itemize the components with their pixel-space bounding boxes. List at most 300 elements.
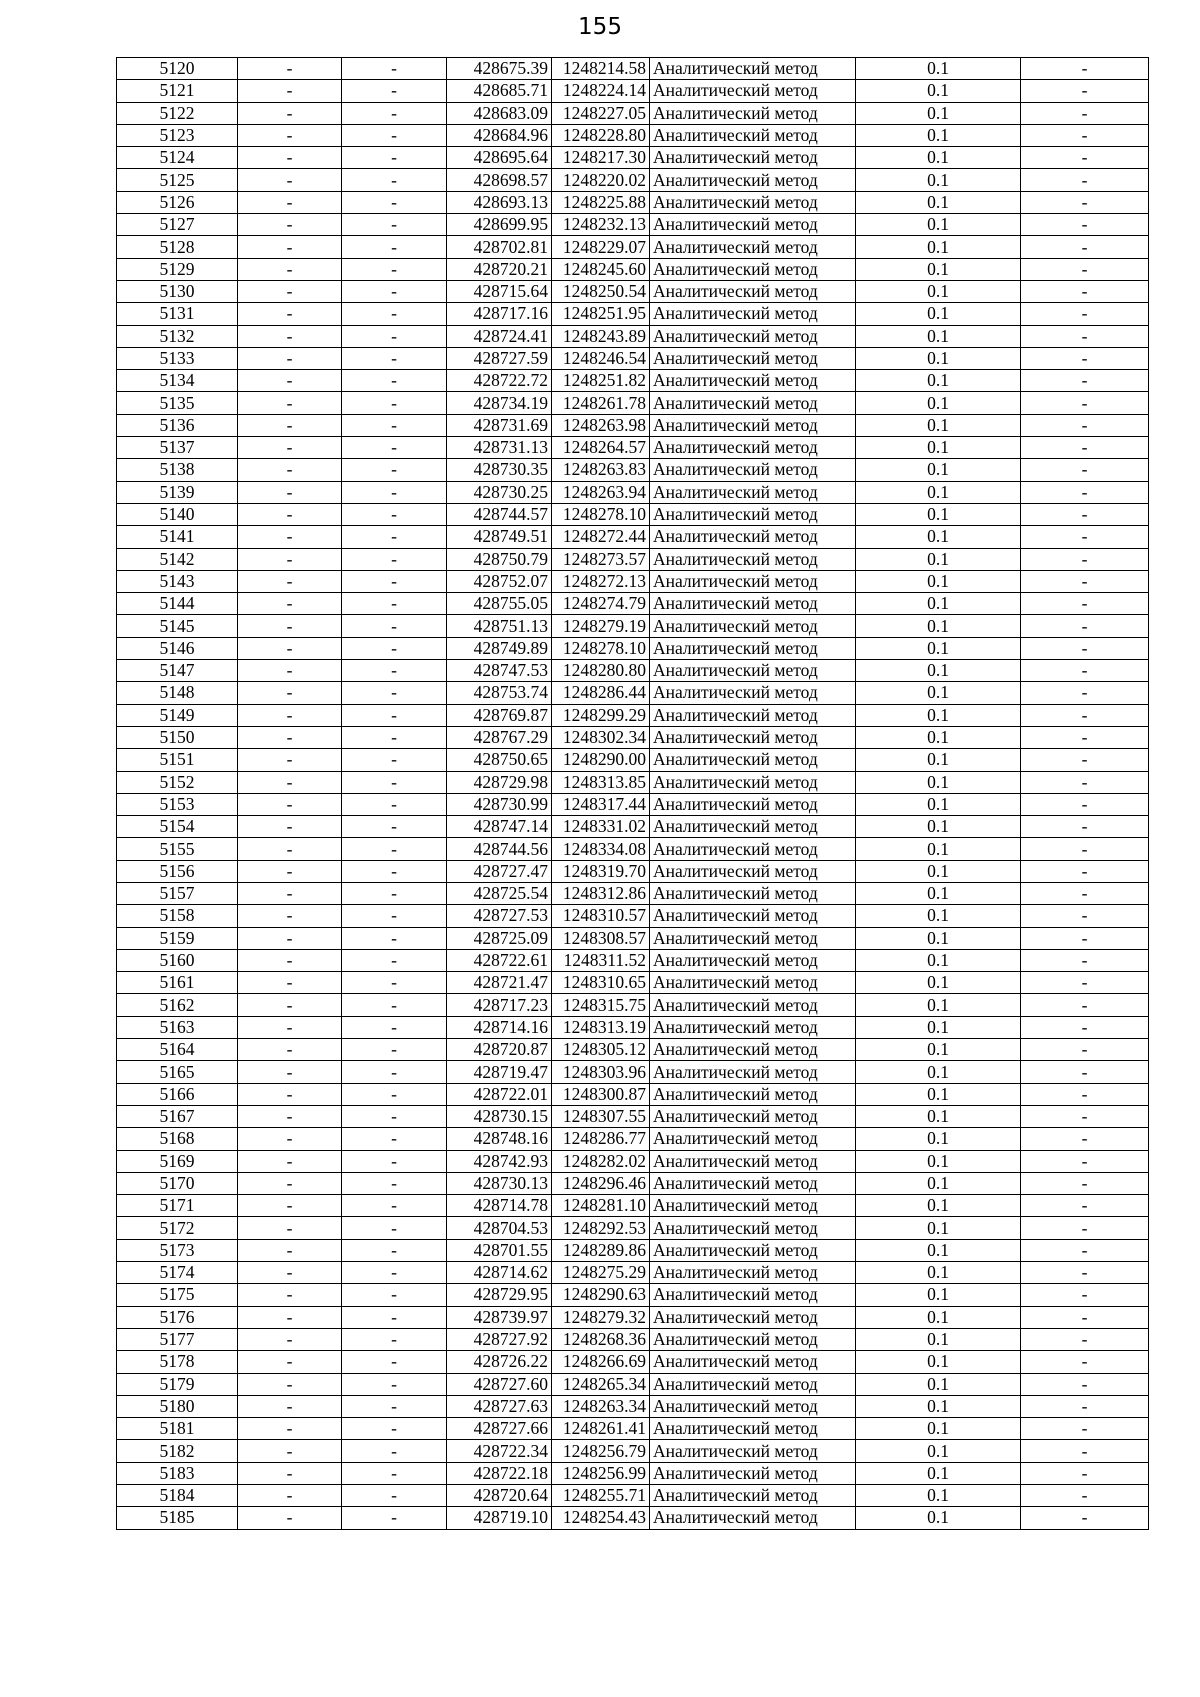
method-cell: Аналитический метод (650, 191, 856, 213)
accuracy-cell: 0.1 (856, 1217, 1021, 1239)
y-coordinate-cell: 1248246.54 (552, 347, 650, 369)
col2-cell: - (238, 1306, 342, 1328)
accuracy-cell: 0.1 (856, 726, 1021, 748)
col3-cell: - (342, 1172, 447, 1194)
coordinates-table (116, 57, 1149, 1530)
accuracy-cell: 0.1 (856, 191, 1021, 213)
accuracy-cell: 0.1 (856, 570, 1021, 592)
accuracy-cell: 0.1 (856, 972, 1021, 994)
table-row (117, 1150, 1149, 1172)
col8-cell: - (1021, 615, 1149, 637)
table-row (117, 303, 1149, 325)
x-coordinate-cell: 428714.62 (447, 1262, 552, 1284)
table-row (117, 927, 1149, 949)
accuracy-cell: 0.1 (856, 414, 1021, 436)
y-coordinate-cell: 1248261.41 (552, 1418, 650, 1440)
col3-cell: - (342, 726, 447, 748)
table-row (117, 860, 1149, 882)
point-number-cell: 5169 (117, 1150, 238, 1172)
col3-cell: - (342, 1440, 447, 1462)
col8-cell: - (1021, 503, 1149, 525)
point-number-cell: 5158 (117, 905, 238, 927)
col2-cell: - (238, 214, 342, 236)
col2-cell: - (238, 191, 342, 213)
x-coordinate-cell: 428719.47 (447, 1061, 552, 1083)
x-coordinate-cell: 428727.53 (447, 905, 552, 927)
y-coordinate-cell: 1248280.80 (552, 660, 650, 682)
col3-cell: - (342, 860, 447, 882)
method-cell: Аналитический метод (650, 1239, 856, 1261)
x-coordinate-cell: 428730.25 (447, 481, 552, 503)
x-coordinate-cell: 428714.78 (447, 1195, 552, 1217)
col2-cell: - (238, 637, 342, 659)
x-coordinate-cell: 428727.47 (447, 860, 552, 882)
col8-cell: - (1021, 682, 1149, 704)
col8-cell: - (1021, 1306, 1149, 1328)
point-number-cell: 5178 (117, 1351, 238, 1373)
y-coordinate-cell: 1248272.13 (552, 570, 650, 592)
method-cell: Аналитический метод (650, 236, 856, 258)
y-coordinate-cell: 1248225.88 (552, 191, 650, 213)
accuracy-cell: 0.1 (856, 1039, 1021, 1061)
accuracy-cell: 0.1 (856, 771, 1021, 793)
point-number-cell: 5171 (117, 1195, 238, 1217)
table-row (117, 1262, 1149, 1284)
col3-cell: - (342, 124, 447, 146)
col8-cell: - (1021, 1351, 1149, 1373)
y-coordinate-cell: 1248256.99 (552, 1462, 650, 1484)
col3-cell: - (342, 1039, 447, 1061)
point-number-cell: 5138 (117, 459, 238, 481)
x-coordinate-cell: 428729.98 (447, 771, 552, 793)
col2-cell: - (238, 860, 342, 882)
method-cell: Аналитический метод (650, 370, 856, 392)
accuracy-cell: 0.1 (856, 615, 1021, 637)
y-coordinate-cell: 1248266.69 (552, 1351, 650, 1373)
y-coordinate-cell: 1248265.34 (552, 1373, 650, 1395)
col2-cell: - (238, 1507, 342, 1529)
col3-cell: - (342, 58, 447, 80)
y-coordinate-cell: 1248255.71 (552, 1485, 650, 1507)
col3-cell: - (342, 793, 447, 815)
y-coordinate-cell: 1248286.77 (552, 1128, 650, 1150)
col8-cell: - (1021, 1418, 1149, 1440)
table-row (117, 660, 1149, 682)
y-coordinate-cell: 1248273.57 (552, 548, 650, 570)
table-row (117, 459, 1149, 481)
method-cell: Аналитический метод (650, 905, 856, 927)
method-cell: Аналитический метод (650, 838, 856, 860)
x-coordinate-cell: 428750.65 (447, 749, 552, 771)
point-number-cell: 5122 (117, 102, 238, 124)
col2-cell: - (238, 124, 342, 146)
col8-cell: - (1021, 80, 1149, 102)
x-coordinate-cell: 428767.29 (447, 726, 552, 748)
col3-cell: - (342, 258, 447, 280)
table-row (117, 325, 1149, 347)
col8-cell: - (1021, 124, 1149, 146)
accuracy-cell: 0.1 (856, 1061, 1021, 1083)
col8-cell: - (1021, 1440, 1149, 1462)
col8-cell: - (1021, 1262, 1149, 1284)
accuracy-cell: 0.1 (856, 816, 1021, 838)
accuracy-cell: 0.1 (856, 280, 1021, 302)
table-row (117, 1418, 1149, 1440)
y-coordinate-cell: 1248263.83 (552, 459, 650, 481)
method-cell: Аналитический метод (650, 682, 856, 704)
x-coordinate-cell: 428717.23 (447, 994, 552, 1016)
table-row (117, 1306, 1149, 1328)
y-coordinate-cell: 1248268.36 (552, 1328, 650, 1350)
method-cell: Аналитический метод (650, 1485, 856, 1507)
col3-cell: - (342, 102, 447, 124)
col3-cell: - (342, 927, 447, 949)
point-number-cell: 5173 (117, 1239, 238, 1261)
method-cell: Аналитический метод (650, 1262, 856, 1284)
col2-cell: - (238, 1172, 342, 1194)
col8-cell: - (1021, 414, 1149, 436)
y-coordinate-cell: 1248319.70 (552, 860, 650, 882)
point-number-cell: 5134 (117, 370, 238, 392)
accuracy-cell: 0.1 (856, 437, 1021, 459)
point-number-cell: 5161 (117, 972, 238, 994)
accuracy-cell: 0.1 (856, 927, 1021, 949)
y-coordinate-cell: 1248254.43 (552, 1507, 650, 1529)
col2-cell: - (238, 548, 342, 570)
point-number-cell: 5143 (117, 570, 238, 592)
accuracy-cell: 0.1 (856, 905, 1021, 927)
point-number-cell: 5129 (117, 258, 238, 280)
point-number-cell: 5128 (117, 236, 238, 258)
col2-cell: - (238, 1128, 342, 1150)
x-coordinate-cell: 428720.21 (447, 258, 552, 280)
col2-cell: - (238, 1418, 342, 1440)
point-number-cell: 5172 (117, 1217, 238, 1239)
accuracy-cell: 0.1 (856, 994, 1021, 1016)
col3-cell: - (342, 593, 447, 615)
accuracy-cell: 0.1 (856, 1306, 1021, 1328)
accuracy-cell: 0.1 (856, 1195, 1021, 1217)
col3-cell: - (342, 1373, 447, 1395)
col8-cell: - (1021, 169, 1149, 191)
col2-cell: - (238, 459, 342, 481)
col8-cell: - (1021, 793, 1149, 815)
method-cell: Аналитический метод (650, 526, 856, 548)
col3-cell: - (342, 280, 447, 302)
table-row (117, 1328, 1149, 1350)
col3-cell: - (342, 481, 447, 503)
col3-cell: - (342, 1351, 447, 1373)
y-coordinate-cell: 1248331.02 (552, 816, 650, 838)
table-row (117, 236, 1149, 258)
point-number-cell: 5136 (117, 414, 238, 436)
col8-cell: - (1021, 637, 1149, 659)
col8-cell: - (1021, 816, 1149, 838)
col3-cell: - (342, 682, 447, 704)
col8-cell: - (1021, 1239, 1149, 1261)
x-coordinate-cell: 428748.16 (447, 1128, 552, 1150)
col3-cell: - (342, 838, 447, 860)
x-coordinate-cell: 428685.71 (447, 80, 552, 102)
col8-cell: - (1021, 1039, 1149, 1061)
col8-cell: - (1021, 704, 1149, 726)
x-coordinate-cell: 428749.89 (447, 637, 552, 659)
table-row (117, 1395, 1149, 1417)
col3-cell: - (342, 949, 447, 971)
table-row (117, 1351, 1149, 1373)
x-coordinate-cell: 428722.34 (447, 1440, 552, 1462)
table-row (117, 816, 1149, 838)
x-coordinate-cell: 428753.74 (447, 682, 552, 704)
point-number-cell: 5181 (117, 1418, 238, 1440)
accuracy-cell: 0.1 (856, 1128, 1021, 1150)
accuracy-cell: 0.1 (856, 392, 1021, 414)
col8-cell: - (1021, 102, 1149, 124)
method-cell: Аналитический метод (650, 1395, 856, 1417)
accuracy-cell: 0.1 (856, 1395, 1021, 1417)
y-coordinate-cell: 1248305.12 (552, 1039, 650, 1061)
col2-cell: - (238, 58, 342, 80)
col3-cell: - (342, 303, 447, 325)
col8-cell: - (1021, 1284, 1149, 1306)
col8-cell: - (1021, 905, 1149, 927)
col2-cell: - (238, 1462, 342, 1484)
y-coordinate-cell: 1248220.02 (552, 169, 650, 191)
accuracy-cell: 0.1 (856, 526, 1021, 548)
col3-cell: - (342, 80, 447, 102)
col2-cell: - (238, 793, 342, 815)
col8-cell: - (1021, 236, 1149, 258)
x-coordinate-cell: 428715.64 (447, 280, 552, 302)
point-number-cell: 5156 (117, 860, 238, 882)
point-number-cell: 5179 (117, 1373, 238, 1395)
col2-cell: - (238, 882, 342, 904)
y-coordinate-cell: 1248224.14 (552, 80, 650, 102)
y-coordinate-cell: 1248313.19 (552, 1016, 650, 1038)
col2-cell: - (238, 1083, 342, 1105)
col8-cell: - (1021, 1172, 1149, 1194)
y-coordinate-cell: 1248317.44 (552, 793, 650, 815)
point-number-cell: 5140 (117, 503, 238, 525)
point-number-cell: 5126 (117, 191, 238, 213)
point-number-cell: 5133 (117, 347, 238, 369)
col2-cell: - (238, 414, 342, 436)
col8-cell: - (1021, 994, 1149, 1016)
method-cell: Аналитический метод (650, 481, 856, 503)
col2-cell: - (238, 1373, 342, 1395)
col2-cell: - (238, 325, 342, 347)
x-coordinate-cell: 428747.53 (447, 660, 552, 682)
table-row (117, 1239, 1149, 1261)
point-number-cell: 5125 (117, 169, 238, 191)
method-cell: Аналитический метод (650, 1061, 856, 1083)
table-row (117, 1083, 1149, 1105)
col3-cell: - (342, 771, 447, 793)
x-coordinate-cell: 428722.61 (447, 949, 552, 971)
col8-cell: - (1021, 437, 1149, 459)
col8-cell: - (1021, 1395, 1149, 1417)
table-row (117, 147, 1149, 169)
col2-cell: - (238, 949, 342, 971)
col8-cell: - (1021, 749, 1149, 771)
y-coordinate-cell: 1248278.10 (552, 503, 650, 525)
accuracy-cell: 0.1 (856, 236, 1021, 258)
col3-cell: - (342, 325, 447, 347)
table-row (117, 1373, 1149, 1395)
col8-cell: - (1021, 660, 1149, 682)
col3-cell: - (342, 1507, 447, 1529)
method-cell: Аналитический метод (650, 882, 856, 904)
x-coordinate-cell: 428730.99 (447, 793, 552, 815)
point-number-cell: 5124 (117, 147, 238, 169)
col3-cell: - (342, 1418, 447, 1440)
x-coordinate-cell: 428693.13 (447, 191, 552, 213)
point-number-cell: 5160 (117, 949, 238, 971)
table-row (117, 972, 1149, 994)
accuracy-cell: 0.1 (856, 1485, 1021, 1507)
table-row (117, 1462, 1149, 1484)
y-coordinate-cell: 1248292.53 (552, 1217, 650, 1239)
method-cell: Аналитический метод (650, 1172, 856, 1194)
x-coordinate-cell: 428744.57 (447, 503, 552, 525)
point-number-cell: 5154 (117, 816, 238, 838)
col2-cell: - (238, 1239, 342, 1261)
col3-cell: - (342, 1061, 447, 1083)
x-coordinate-cell: 428701.55 (447, 1239, 552, 1261)
table-row (117, 793, 1149, 815)
col8-cell: - (1021, 258, 1149, 280)
y-coordinate-cell: 1248263.98 (552, 414, 650, 436)
col3-cell: - (342, 526, 447, 548)
x-coordinate-cell: 428730.35 (447, 459, 552, 481)
accuracy-cell: 0.1 (856, 1440, 1021, 1462)
accuracy-cell: 0.1 (856, 1507, 1021, 1529)
col8-cell: - (1021, 1485, 1149, 1507)
point-number-cell: 5152 (117, 771, 238, 793)
method-cell: Аналитический метод (650, 660, 856, 682)
method-cell: Аналитический метод (650, 58, 856, 80)
point-number-cell: 5149 (117, 704, 238, 726)
col3-cell: - (342, 882, 447, 904)
col8-cell: - (1021, 726, 1149, 748)
method-cell: Аналитический метод (650, 771, 856, 793)
method-cell: Аналитический метод (650, 1351, 856, 1373)
col8-cell: - (1021, 1150, 1149, 1172)
method-cell: Аналитический метод (650, 927, 856, 949)
col3-cell: - (342, 459, 447, 481)
y-coordinate-cell: 1248278.10 (552, 637, 650, 659)
point-number-cell: 5120 (117, 58, 238, 80)
col8-cell: - (1021, 303, 1149, 325)
x-coordinate-cell: 428720.87 (447, 1039, 552, 1061)
method-cell: Аналитический метод (650, 726, 856, 748)
col2-cell: - (238, 570, 342, 592)
x-coordinate-cell: 428717.16 (447, 303, 552, 325)
col3-cell: - (342, 347, 447, 369)
col3-cell: - (342, 816, 447, 838)
col2-cell: - (238, 1485, 342, 1507)
y-coordinate-cell: 1248214.58 (552, 58, 650, 80)
col8-cell: - (1021, 548, 1149, 570)
point-number-cell: 5185 (117, 1507, 238, 1529)
col8-cell: - (1021, 1462, 1149, 1484)
accuracy-cell: 0.1 (856, 704, 1021, 726)
col3-cell: - (342, 1328, 447, 1350)
x-coordinate-cell: 428725.09 (447, 927, 552, 949)
method-cell: Аналитический метод (650, 949, 856, 971)
point-number-cell: 5180 (117, 1395, 238, 1417)
col8-cell: - (1021, 771, 1149, 793)
col2-cell: - (238, 660, 342, 682)
point-number-cell: 5170 (117, 1172, 238, 1194)
y-coordinate-cell: 1248313.85 (552, 771, 650, 793)
col2-cell: - (238, 236, 342, 258)
table-row (117, 1105, 1149, 1127)
y-coordinate-cell: 1248251.82 (552, 370, 650, 392)
col8-cell: - (1021, 526, 1149, 548)
x-coordinate-cell: 428722.01 (447, 1083, 552, 1105)
table-row (117, 392, 1149, 414)
table-row (117, 1061, 1149, 1083)
col2-cell: - (238, 147, 342, 169)
y-coordinate-cell: 1248264.57 (552, 437, 650, 459)
accuracy-cell: 0.1 (856, 1150, 1021, 1172)
x-coordinate-cell: 428734.19 (447, 392, 552, 414)
y-coordinate-cell: 1248307.55 (552, 1105, 650, 1127)
y-coordinate-cell: 1248300.87 (552, 1083, 650, 1105)
x-coordinate-cell: 428731.69 (447, 414, 552, 436)
col2-cell: - (238, 972, 342, 994)
x-coordinate-cell: 428727.60 (447, 1373, 552, 1395)
col8-cell: - (1021, 214, 1149, 236)
col8-cell: - (1021, 570, 1149, 592)
method-cell: Аналитический метод (650, 548, 856, 570)
col3-cell: - (342, 704, 447, 726)
point-number-cell: 5144 (117, 593, 238, 615)
col3-cell: - (342, 1284, 447, 1306)
col3-cell: - (342, 1239, 447, 1261)
accuracy-cell: 0.1 (856, 660, 1021, 682)
x-coordinate-cell: 428714.16 (447, 1016, 552, 1038)
method-cell: Аналитический метод (650, 347, 856, 369)
method-cell: Аналитический метод (650, 593, 856, 615)
accuracy-cell: 0.1 (856, 214, 1021, 236)
y-coordinate-cell: 1248296.46 (552, 1172, 650, 1194)
point-number-cell: 5174 (117, 1262, 238, 1284)
table-row (117, 593, 1149, 615)
method-cell: Аналитический метод (650, 1418, 856, 1440)
col8-cell: - (1021, 147, 1149, 169)
table-row (117, 191, 1149, 213)
x-coordinate-cell: 428699.95 (447, 214, 552, 236)
col2-cell: - (238, 1016, 342, 1038)
point-number-cell: 5135 (117, 392, 238, 414)
col8-cell: - (1021, 1083, 1149, 1105)
x-coordinate-cell: 428698.57 (447, 169, 552, 191)
col8-cell: - (1021, 1217, 1149, 1239)
method-cell: Аналитический метод (650, 860, 856, 882)
accuracy-cell: 0.1 (856, 124, 1021, 146)
col3-cell: - (342, 1128, 447, 1150)
point-number-cell: 5165 (117, 1061, 238, 1083)
accuracy-cell: 0.1 (856, 169, 1021, 191)
col2-cell: - (238, 1395, 342, 1417)
table-row (117, 414, 1149, 436)
method-cell: Аналитический метод (650, 437, 856, 459)
method-cell: Аналитический метод (650, 325, 856, 347)
method-cell: Аналитический метод (650, 392, 856, 414)
accuracy-cell: 0.1 (856, 548, 1021, 570)
